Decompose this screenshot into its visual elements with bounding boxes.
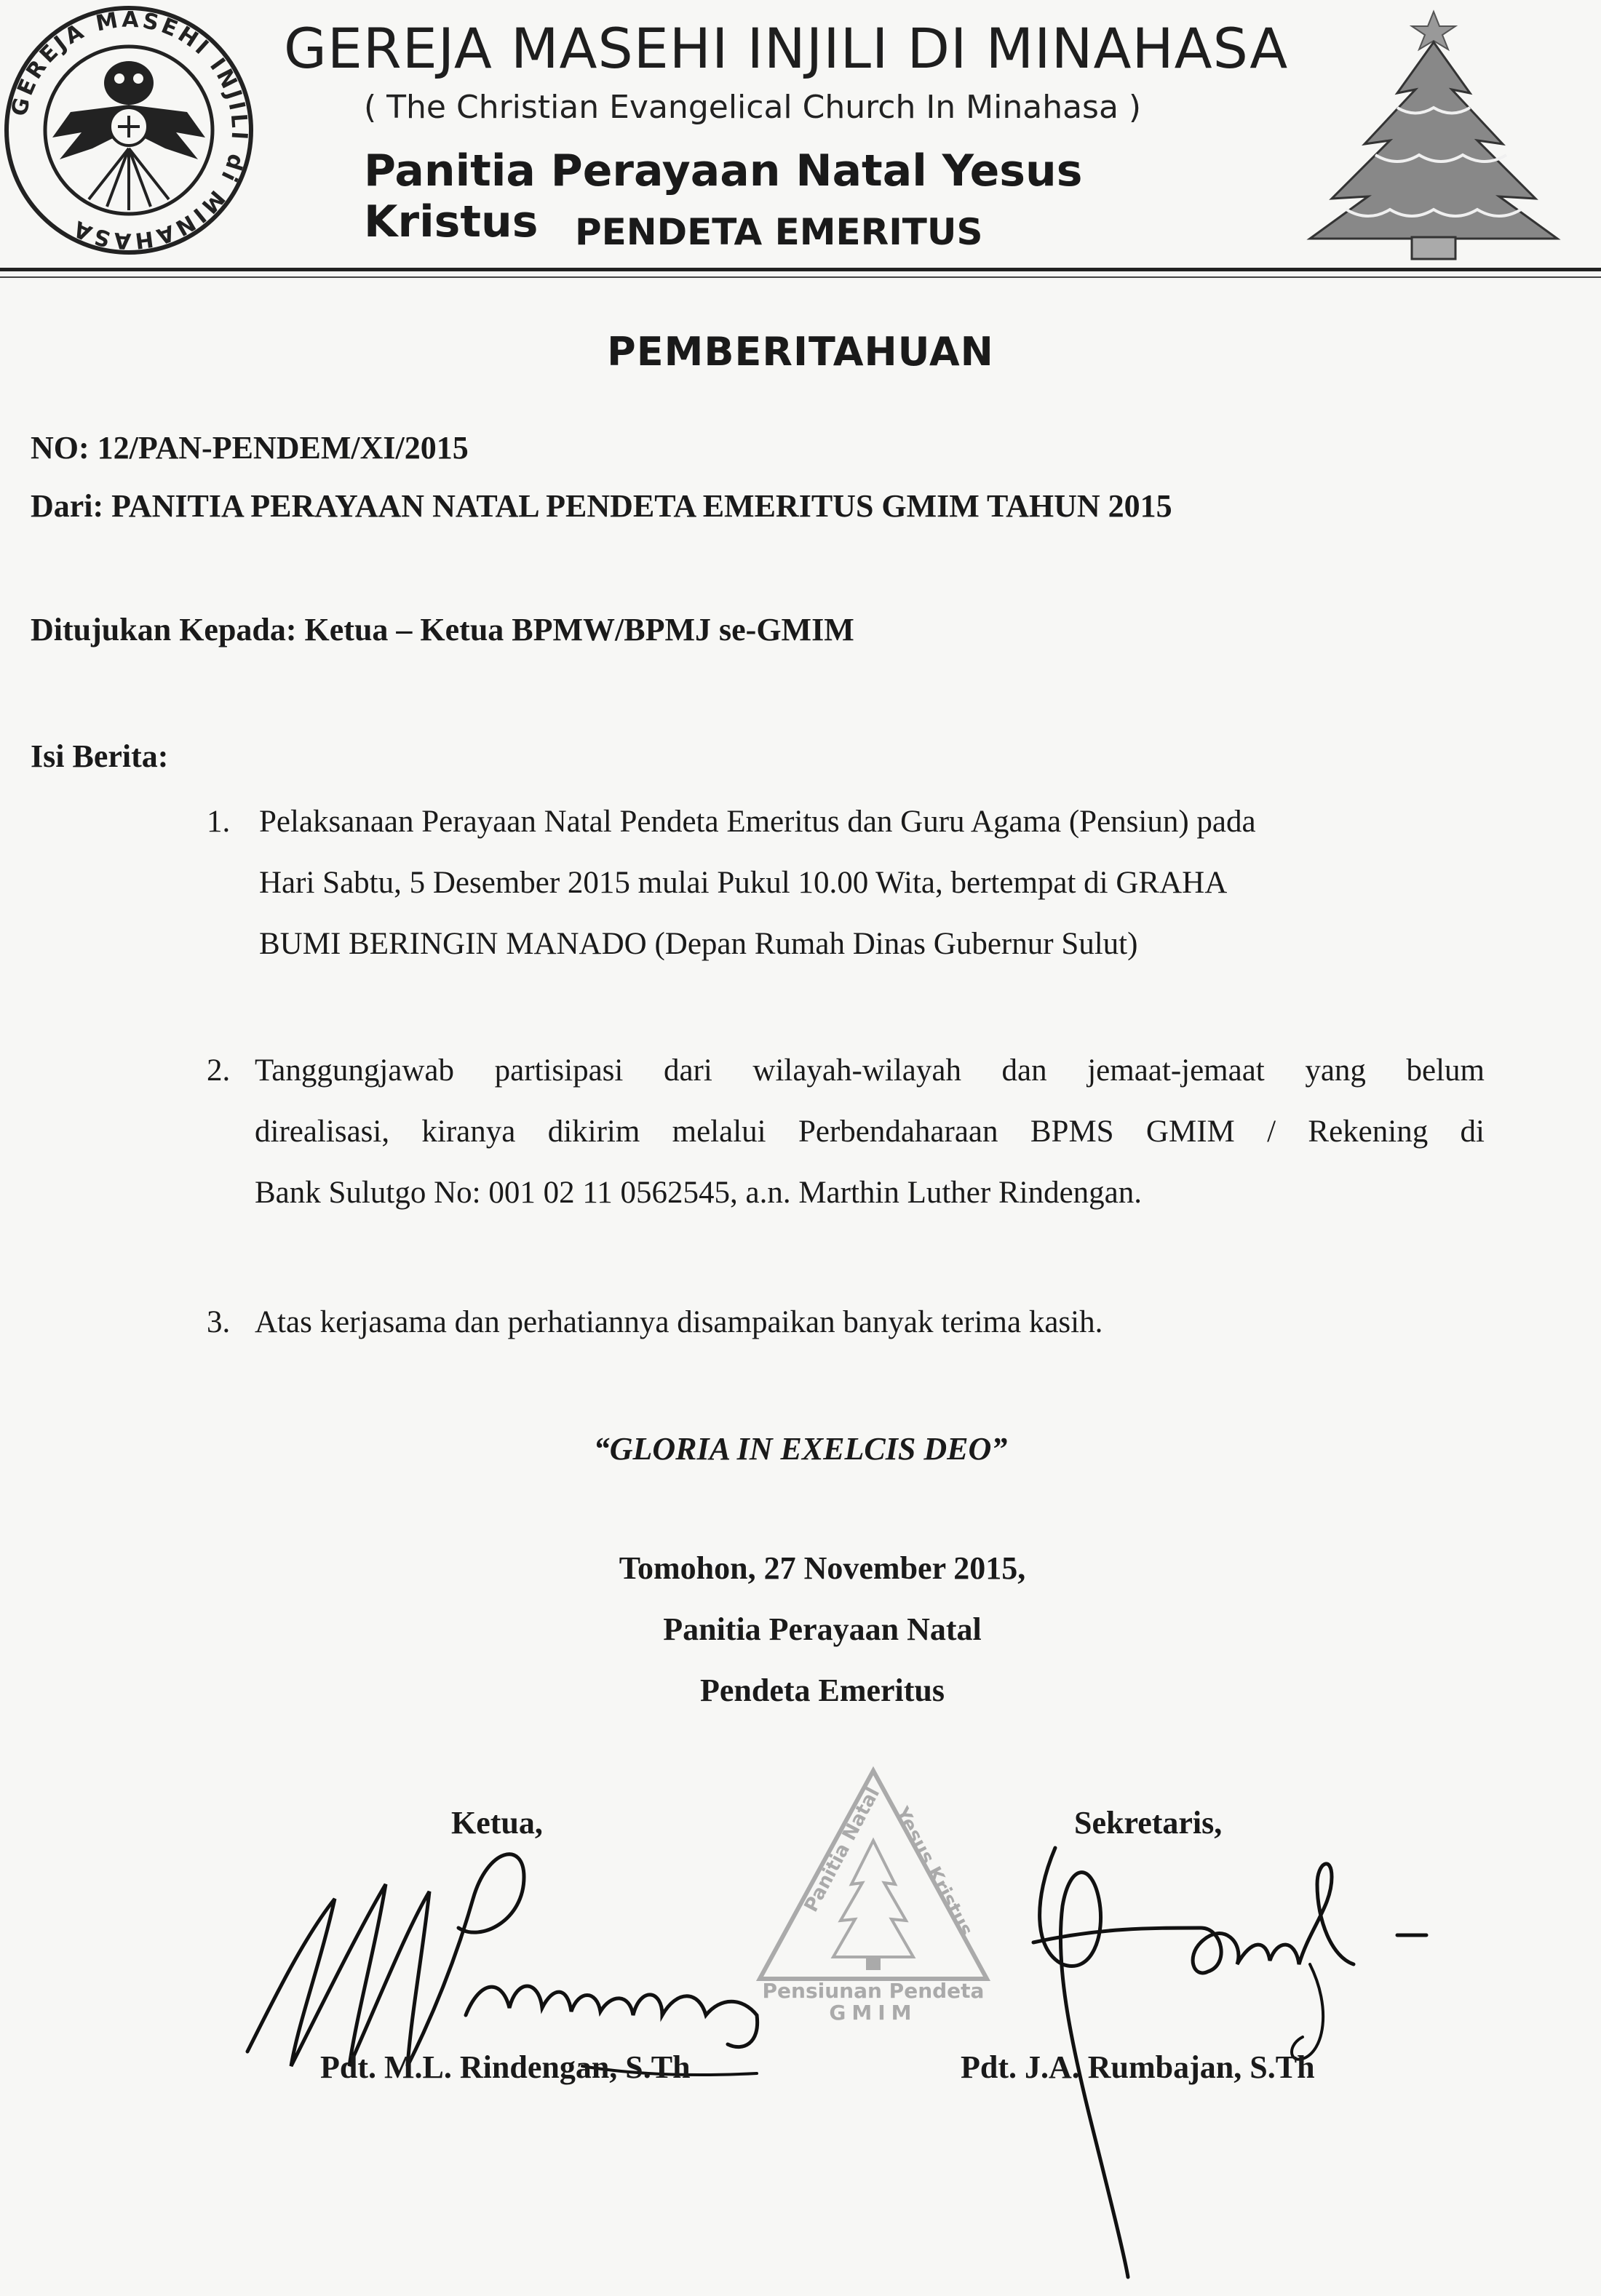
item-1-number: 1. — [207, 805, 231, 839]
list-item — [259, 792, 1423, 975]
list-item — [255, 1040, 1485, 1224]
org-name-english: ( The Christian Evangelical Church In Minahasa ) — [364, 89, 1142, 126]
item-2-line-2: direalisasi, kiranya dikirim melalui Perbendaharaan BPMS GMIM / Rekening di — [255, 1115, 1485, 1149]
signatory-line-1: Panitia Perayaan Natal — [663, 1611, 982, 1647]
christmas-tree-icon — [1288, 6, 1579, 260]
signatory-line-2: Pendeta Emeritus — [699, 1673, 945, 1708]
svg-text:GMIM: GMIM — [829, 2001, 918, 2022]
item-1-line-2: Hari Sabtu, 5 Desember 2015 mulai Pukul 10.00 Wita, bertempat di GRAHA — [259, 866, 1228, 900]
header-rule — [0, 268, 1601, 271]
item-2-number: 2. — [207, 1053, 231, 1088]
document-title: PEMBERITAHUAN — [607, 329, 994, 375]
committee-name: Panitia Perayaan Natal Yesus Kristus — [364, 146, 1083, 247]
church-seal-logo — [1, 3, 256, 258]
svg-text:Yesus Kristus: Yesus Kristus — [890, 1803, 977, 1940]
document-from: Dari: PANITIA PERAYAAN NATAL PENDETA EMERITUS GMIM TAHUN 2015 — [31, 488, 1172, 524]
place-date: Tomohon, 27 November 2015, — [619, 1550, 1026, 1586]
svg-text:GEREJA MASEHI INJILI di MINAHA: GEREJA MASEHI INJILI di MINAHASA — [7, 7, 253, 254]
svg-text:Panitia Natal: Panitia Natal — [800, 1783, 885, 1916]
header-subtitle: PENDETA EMERITUS — [575, 211, 983, 253]
item-3-line-1: Atas kerjasama dan perhatiannya disampaikan banyak terima kasih. — [255, 1305, 1103, 1339]
item-1-line-1: Pelaksanaan Perayaan Natal Pendeta Emeritus dan Guru Agama (Pensiun) pada — [259, 805, 1256, 839]
content-label: Isi Berita: — [31, 738, 169, 774]
left-signer-name: Pdt. M.L. Rindengan, S.Th — [320, 2049, 691, 2085]
item-1-line-3: BUMI BERINGIN MANADO (Depan Rumah Dinas Gubernur Sulut) — [259, 927, 1138, 961]
right-signer-name: Pdt. J.A. Rumbajan, S.Th — [961, 2049, 1315, 2085]
org-name: GEREJA MASEHI INJILI DI MINAHASA — [284, 16, 1289, 81]
motto: “GLORIA IN EXELCIS DEO” — [593, 1431, 1008, 1467]
left-signer-role: Ketua, — [451, 1805, 543, 1841]
item-2-line-3: Bank Sulutgo No: 001 02 11 0562545, a.n. Marthin Luther Rindengan. — [255, 1176, 1143, 1210]
document-recipient: Ditujukan Kepada: Ketua – Ketua BPMW/BPMJ se-GMIM — [31, 612, 854, 647]
svg-text:Pensiunan Pendeta: Pensiunan Pendeta — [762, 1979, 985, 2003]
list-item — [255, 1292, 1485, 1353]
header-rule-thin — [0, 276, 1601, 278]
right-signer-role: Sekretaris, — [1074, 1805, 1223, 1841]
document-number: NO: 12/PAN-PENDEM/XI/2015 — [31, 430, 469, 466]
item-2-line-1: Tanggungjawab partisipasi dari wilayah-wilayah dan jemaat-jemaat yang belum — [255, 1053, 1485, 1088]
item-3-number: 3. — [207, 1305, 231, 1339]
